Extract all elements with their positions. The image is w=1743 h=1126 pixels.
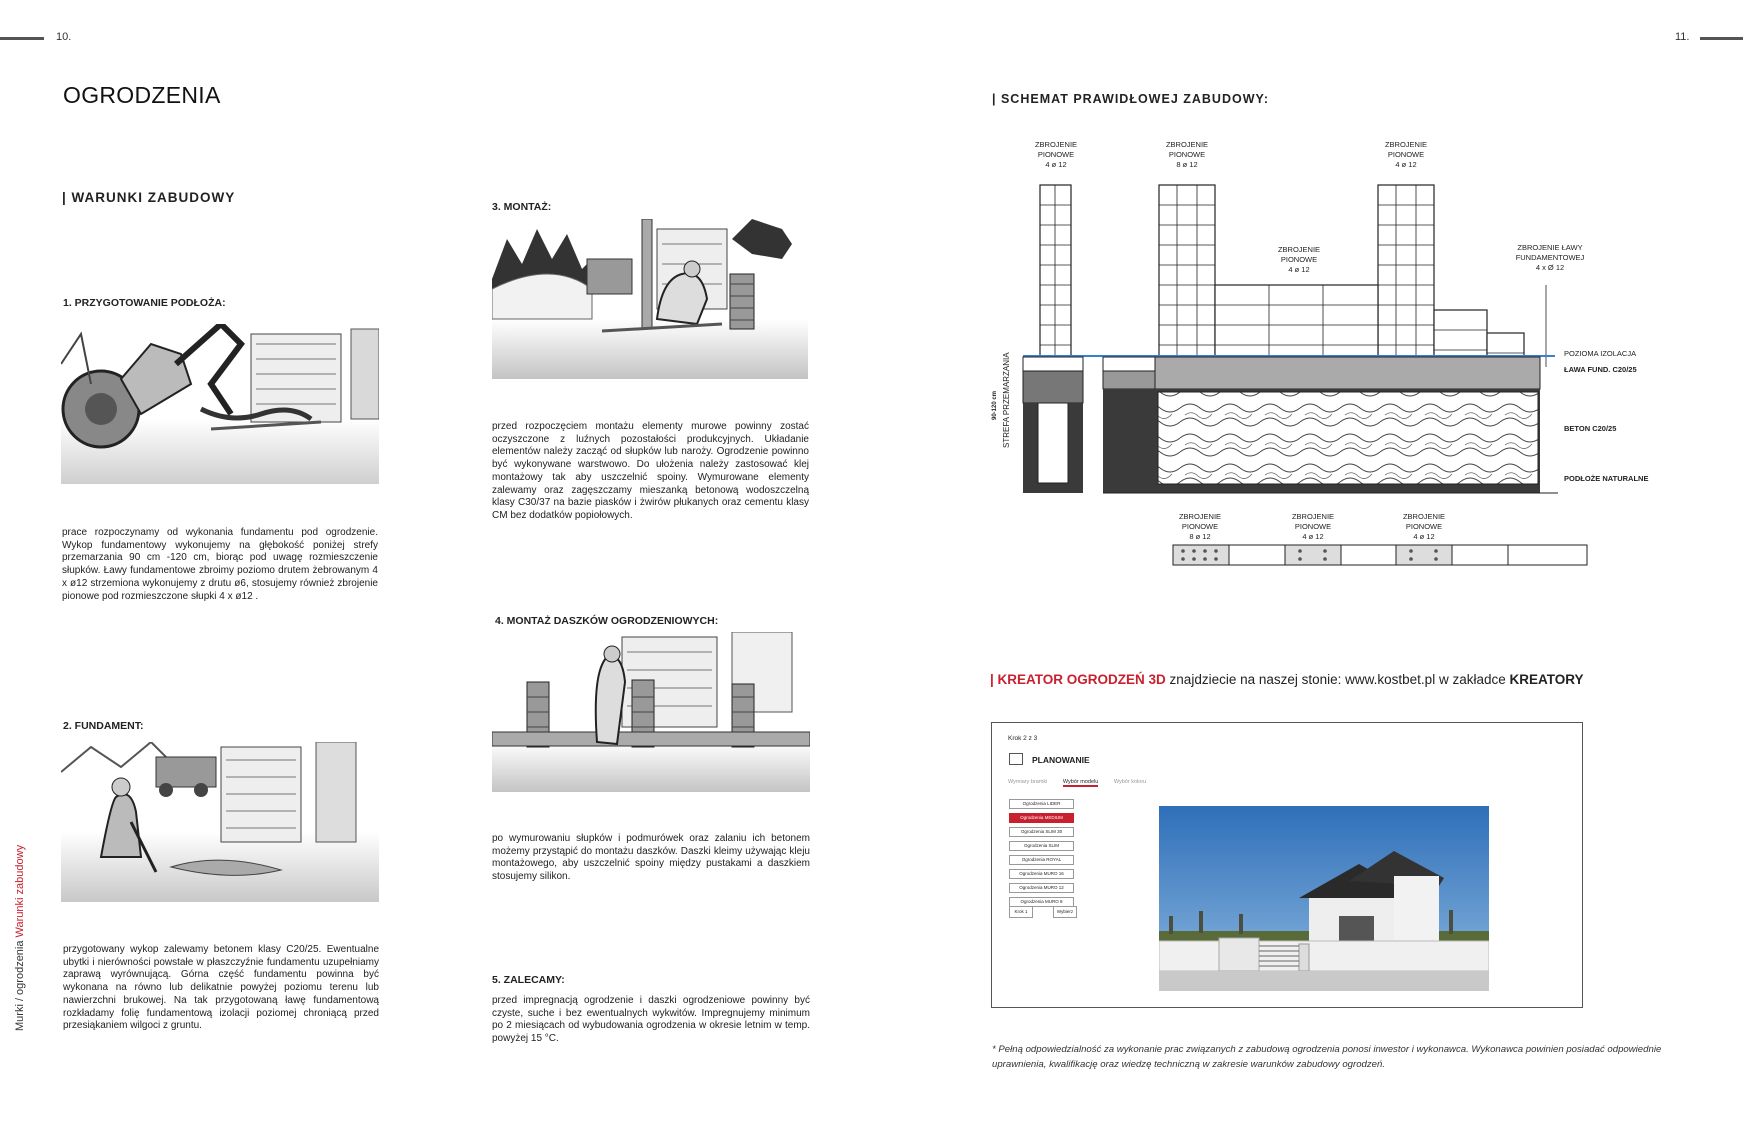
label-strefa: STREFA PRZEMARZANIA (1002, 352, 1011, 448)
step4-text: po wymurowaniu słupków i podmurówek oraz zalaniu ich betonem możemy przystąpić do montażu daszków. Daszki kleimy używając kleju montażowego, aby uszczelnić spoiny między pustakami a daszkiem stosujemy silikon. (492, 833, 810, 883)
ui-model-item-selected[interactable]: Ogrodzenia MEDIUM (1009, 813, 1074, 823)
label-lawa-fund: ŁAWA FUND. C20/25 (1564, 365, 1637, 374)
step5-text: przed impregnacją ogrodzenie i daszki ogrodzeniowe powinny być czyste, suche i bez ewentualnych wykwitów. Impregnujemy minimum po 2 miesiącach od wybudowania ogrodzenia w okresie letnim w temp. powyżej 15 °C. (492, 995, 810, 1045)
foundation-schema (980, 130, 1680, 570)
page-title: OGRODZENIA (63, 82, 221, 108)
sidebar-breadcrumb (14, 845, 26, 1031)
ui-tabs (1008, 779, 1146, 785)
page-number-right: 11. (1675, 31, 1690, 43)
ui-model-item[interactable]: Ogrodzenia MURO 16 (1009, 869, 1074, 879)
excavator-illustration (61, 324, 379, 484)
configurator-screenshot (991, 722, 1583, 1008)
ui-model-item[interactable]: Ogrodzenia SLIM (1009, 841, 1074, 851)
ui-planning-icon (1009, 753, 1023, 765)
kreator-line (990, 672, 1584, 687)
caps-illustration (492, 632, 810, 792)
label-lawa-rebar: ZBROJENIE ŁAWY FUNDAMENTOWEJ 4 x Ø 12 (1515, 243, 1585, 272)
ui-step-label: Krok 2 z 3 (1008, 735, 1038, 742)
breadcrumb-current: Warunki zabudowy (14, 844, 26, 938)
step2-heading: 2. FUNDAMENT: (63, 720, 144, 732)
kreator-section: KREATORY (1509, 672, 1584, 687)
fence-preview-photo (1159, 806, 1489, 991)
ui-model-item[interactable]: Ogrodzenia MURO 12 (1009, 883, 1074, 893)
page-rule-left (0, 37, 44, 40)
ui-heading: PLANOWANIE (1032, 755, 1090, 765)
step5-heading: 5. ZALECAMY: (492, 974, 565, 986)
ui-tab-3[interactable]: Wybór koloru (1113, 779, 1147, 785)
label-izolacja: POZIOMA IZOLACJA (1564, 349, 1637, 358)
assembly-illustration (492, 219, 808, 379)
step3-text: przed rozpoczęciem montażu elementy murowe powinny zostać oczyszczone z luźnych pozostałości produkcyjnych. Układanie elementów należy zacząć od słupków lub naroży. Ogrodzenie powinno być wykonywane warstwowo. Do ułożenia należy zastosować klej montażowy tak aby uszczelnić spoiny. Wymurowane elementy zalewamy oraz zagęszczamy mieszanką betonową wodoszczelną klasy C30/37 na bazie piasków i żwirów płukanych oraz cementu klasy CM bez dodatków popiołowych. (492, 421, 809, 521)
step2-text: przygotowany wykop zalewamy betonem klasy C20/25. Ewentualne ubytki i nierówności powstałe w płaszczyźnie fundamentu uzupełniamy zaprawą wyrównującą. Górna część fundamentu powinna być wykonana na równo lub delikatnie powyżej poziomu terenu lub nawierzchni brukowej. Na tak przygotowaną ławę fundamentową rozkładamy folię fundamentową izolacji poziomej chroniącą przed przesiąkaniem wilgoci z gruntu. (63, 944, 379, 1032)
step4-heading: 4. MONTAŻ DASZKÓW OGRODZENIOWYCH: (495, 615, 719, 627)
label-wall: ZBROJENIE PIONOWE 4 ø 12 (1277, 245, 1321, 274)
ui-model-item[interactable]: Ogrodzenia MURO 8 (1009, 897, 1074, 907)
ui-model-item[interactable]: Ogrodzenia LIDER (1009, 799, 1074, 809)
label-plan-3: ZBROJENIE PIONOWE 4 ø 12 (1402, 512, 1446, 541)
label-plan-2: ZBROJENIE PIONOWE 4 ø 12 (1291, 512, 1335, 541)
step1-text: prace rozpoczynamy od wykonania fundamentu pod ogrodzenie. Wykop fundamentowy wykonujemy na głębokość poniżej strefy przemarzania 90 cm -120 cm, biorąc pod uwagę rozmieszczenie słupków. Ławy fundamentowe zbroimy poziomo drutem żebrowanym 4 x ø12 strzemiona wykonujemy z drutu ø6, stosujemy również zbrojenie pionowe pod rozmieszczone słupki 4 x ø12 . (62, 527, 378, 602)
label-podloze: PODŁOŻE NATURALNE (1564, 474, 1649, 483)
ui-model-item[interactable]: Ogrodzenia SLIM 30 (1009, 827, 1074, 837)
ui-model-list (1009, 799, 1074, 911)
label-plan-1: ZBROJENIE PIONOWE 8 ø 12 (1178, 512, 1222, 541)
liability-footnote: * Pełną odpowiedzialność za wykonanie prac związanych z zabudową ogrodzenia ponosi inwestor i wykonawca. Wykonawca powinien posiadać odpowiednie uprawnienia, kwalifikację oraz wiedzę techniczną w zakresie warunków zabudowy ogrodzeń. (992, 1044, 1662, 1070)
step3-heading: 3. MONTAŻ: (492, 201, 552, 213)
section-heading-warunki: | WARUNKI ZABUDOWY (62, 190, 236, 205)
foundation-illustration (61, 742, 379, 902)
label-post-1: ZBROJENIE PIONOWE 4 ø 12 (1034, 140, 1078, 169)
label-beton: BETON C20/25 (1564, 424, 1617, 433)
label-depth: 90-120 cm (992, 390, 998, 420)
label-post-2: ZBROJENIE PIONOWE 8 ø 12 (1165, 140, 1209, 169)
kreator-name: | KREATOR OGRODZEŃ 3D (990, 672, 1166, 687)
schema-heading: | SCHEMAT PRAWIDŁOWEJ ZABUDOWY: (992, 92, 1270, 106)
label-post-3: ZBROJENIE PIONOWE 4 ø 12 (1384, 140, 1428, 169)
breadcrumb-path: Murki / ogrodzenia (14, 940, 26, 1031)
page-number-left: 10. (56, 31, 72, 43)
page-rule-right (1700, 37, 1743, 40)
ui-back-button[interactable]: Krok 1 (1009, 906, 1033, 918)
ui-tab-1[interactable]: Wymiary bramki (1008, 779, 1048, 785)
kreator-text: znajdziecie na naszej stonie: www.kostbet.pl w zakładce (1165, 672, 1510, 687)
ui-model-item[interactable]: Ogrodzenia ROYAL (1009, 855, 1074, 865)
ui-next-button[interactable]: Wybierz (1053, 906, 1077, 918)
step1-heading: 1. PRZYGOTOWANIE PODŁOŻA: (63, 297, 226, 309)
ui-tab-2[interactable]: Wybór modelu (1062, 779, 1099, 785)
